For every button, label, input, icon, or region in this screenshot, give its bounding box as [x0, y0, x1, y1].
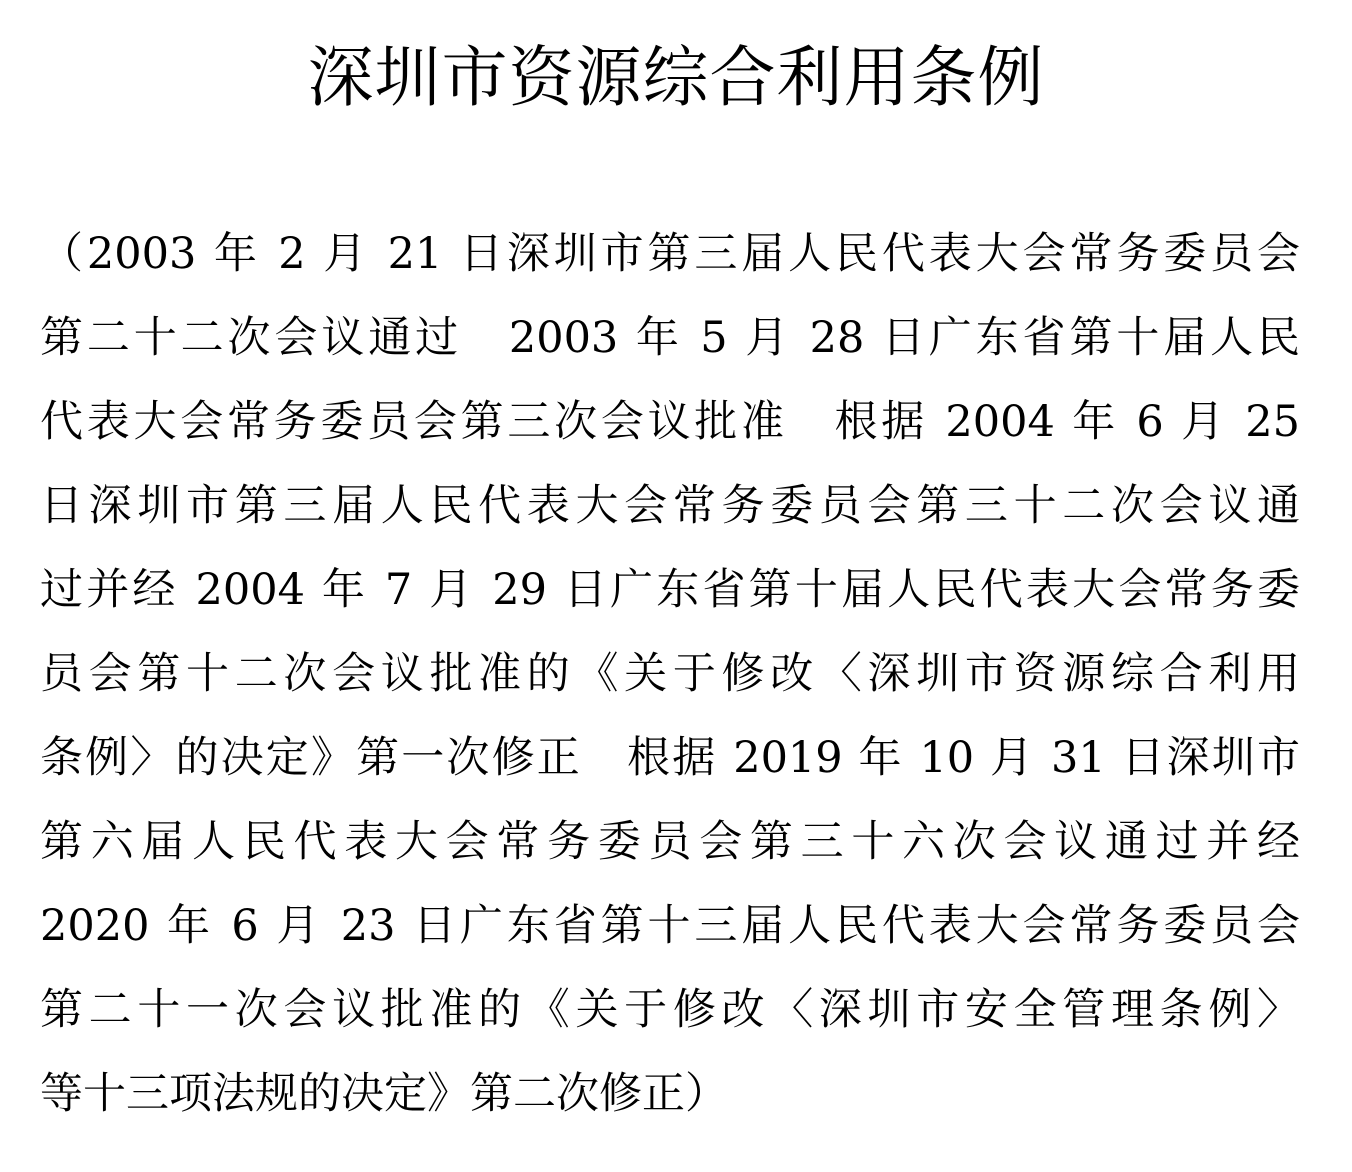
legislative-history: [40, 220, 1300, 1144]
history-line-3: 代表大会常务委员会第三次会议批准 根据 2004 年 6 月 25: [40, 397, 1300, 447]
history-line-11: 等十三项法规的决定》第二次修正）: [40, 1069, 728, 1119]
history-line-9: 2020 年 6 月 23 日广东省第十三届人民代表大会常务委员会: [40, 901, 1300, 951]
document-title: 深圳市资源综合利用条例: [307, 39, 1045, 116]
history-line-4: 日深圳市第三届人民代表大会常务委员会第三十二次会议通: [40, 481, 1300, 531]
history-line-2: 第二十二次会议通过 2003 年 5 月 28 日广东省第十届人民: [40, 313, 1300, 363]
history-line-1: （2003 年 2 月 21 日深圳市第三届人民代表大会常务委员会: [40, 229, 1300, 279]
history-line-6: 员会第十二次会议批准的《关于修改〈深圳市资源综合利用: [40, 649, 1300, 699]
history-line-8: 第六届人民代表大会常务委员会第三十六次会议通过并经: [40, 817, 1300, 867]
history-line-5: 过并经 2004 年 7 月 29 日广东省第十届人民代表大会常务委: [40, 565, 1300, 615]
history-line-7: 条例〉的决定》第一次修正 根据 2019 年 10 月 31 日深圳市: [40, 733, 1300, 783]
history-line-10: 第二十一次会议批准的《关于修改〈深圳市安全管理条例〉: [40, 985, 1300, 1035]
